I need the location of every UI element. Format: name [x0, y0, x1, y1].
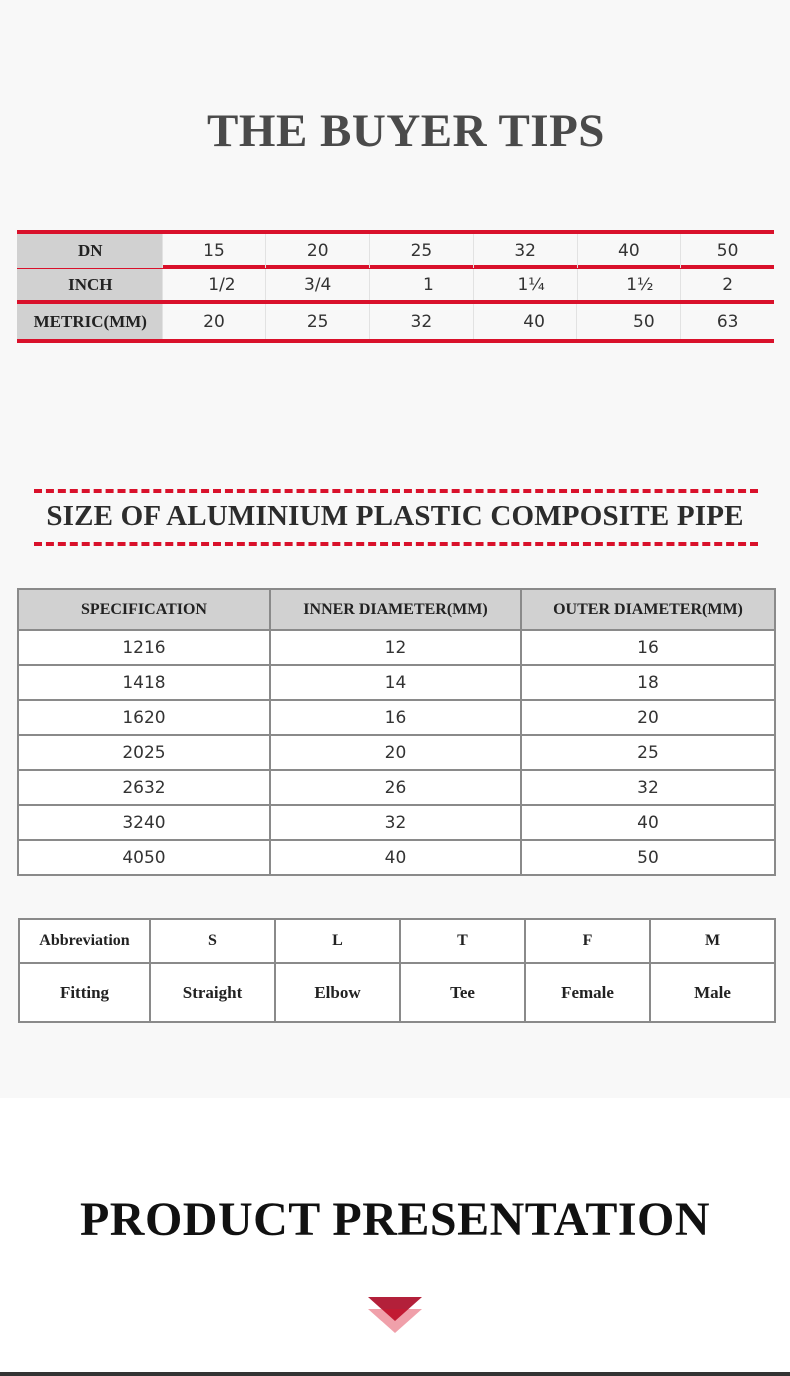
table-row: [18, 700, 775, 735]
table-cell: 50: [680, 234, 774, 268]
table-cell: 2: [680, 269, 774, 300]
abbreviation-label: Abbreviation: [19, 919, 150, 963]
abbreviation-code: M: [650, 919, 775, 963]
table-cell: 20: [162, 304, 266, 339]
table-row: [18, 665, 775, 700]
bottom-divider: [0, 1372, 790, 1376]
table-cell: 40: [270, 840, 521, 875]
table-row: [17, 304, 774, 339]
table-cell: 2025: [18, 735, 270, 770]
table-cell: 1¼: [473, 269, 577, 300]
table-row: [19, 919, 775, 963]
column-header-outer-diameter: OUTER DIAMETER(MM): [521, 589, 775, 630]
table-cell: 20: [265, 234, 369, 268]
fitting-name: Male: [650, 963, 775, 1022]
table-row: [18, 805, 775, 840]
table-cell: 3/4: [265, 269, 369, 300]
table-cell: 50: [521, 840, 775, 875]
abbreviation-code: T: [400, 919, 525, 963]
table-cell: 40: [577, 234, 681, 268]
table-cell: 16: [521, 630, 775, 665]
table-cell: 18: [521, 665, 775, 700]
size-section-title: SIZE OF ALUMINIUM PLASTIC COMPOSITE PIPE: [46, 500, 744, 532]
table-cell: 40: [521, 805, 775, 840]
column-header-specification: SPECIFICATION: [18, 589, 270, 630]
row-label-dn: DN: [17, 234, 162, 268]
table-cell: 40: [473, 304, 577, 339]
table-cell: 12: [270, 630, 521, 665]
chevron-down-icon: [368, 1297, 422, 1335]
table-row: [18, 840, 775, 875]
table-cell: 14: [270, 665, 521, 700]
table-cell: 50: [576, 304, 680, 339]
table-cell: 20: [521, 700, 775, 735]
fitting-name: Tee: [400, 963, 525, 1022]
table-cell: 25: [265, 304, 369, 339]
table-cell: 32: [369, 304, 473, 339]
table-row: [17, 269, 774, 300]
table-cell: 20: [270, 735, 521, 770]
fitting-label: Fitting: [19, 963, 150, 1022]
table-cell: 15: [162, 234, 266, 268]
row-label-metric: METRIC(MM): [17, 304, 162, 339]
abbreviation-code: S: [150, 919, 275, 963]
table-cell: 32: [270, 805, 521, 840]
fitting-abbreviation-table: [18, 918, 776, 1023]
table-row: [19, 963, 775, 1022]
table-cell: 25: [521, 735, 775, 770]
table-cell: 25: [369, 234, 473, 268]
dashed-divider: [34, 489, 758, 493]
fitting-name: Straight: [150, 963, 275, 1022]
table-row: [17, 234, 774, 268]
table-cell: 1216: [18, 630, 270, 665]
table-cell: 1418: [18, 665, 270, 700]
row-label-inch: INCH: [17, 269, 162, 300]
product-presentation-title: PRODUCT PRESENTATION: [79, 1193, 711, 1246]
dashed-divider: [34, 542, 758, 546]
table-cell: 26: [270, 770, 521, 805]
table-row: [18, 630, 775, 665]
fitting-name: Female: [525, 963, 650, 1022]
table-cell: 1: [369, 269, 473, 300]
table-cell: 3240: [18, 805, 270, 840]
table-cell: 16: [270, 700, 521, 735]
table-cell: 1½: [577, 269, 681, 300]
table-divider: [17, 339, 774, 343]
column-header-inner-diameter: INNER DIAMETER(MM): [270, 589, 521, 630]
table-cell: 1/2: [162, 269, 266, 300]
table-cell: 32: [473, 234, 577, 268]
table-cell: 63: [680, 304, 774, 339]
abbreviation-code: L: [275, 919, 400, 963]
table-row: [18, 770, 775, 805]
table-header-row: [18, 589, 775, 630]
table-cell: 4050: [18, 840, 270, 875]
buyer-tips-title: THE BUYER TIPS: [207, 105, 605, 157]
abbreviation-code: F: [525, 919, 650, 963]
table-cell: 2632: [18, 770, 270, 805]
fitting-name: Elbow: [275, 963, 400, 1022]
pipe-size-table: [17, 588, 776, 876]
table-cell: 1620: [18, 700, 270, 735]
table-row: [18, 735, 775, 770]
table-cell: 32: [521, 770, 775, 805]
